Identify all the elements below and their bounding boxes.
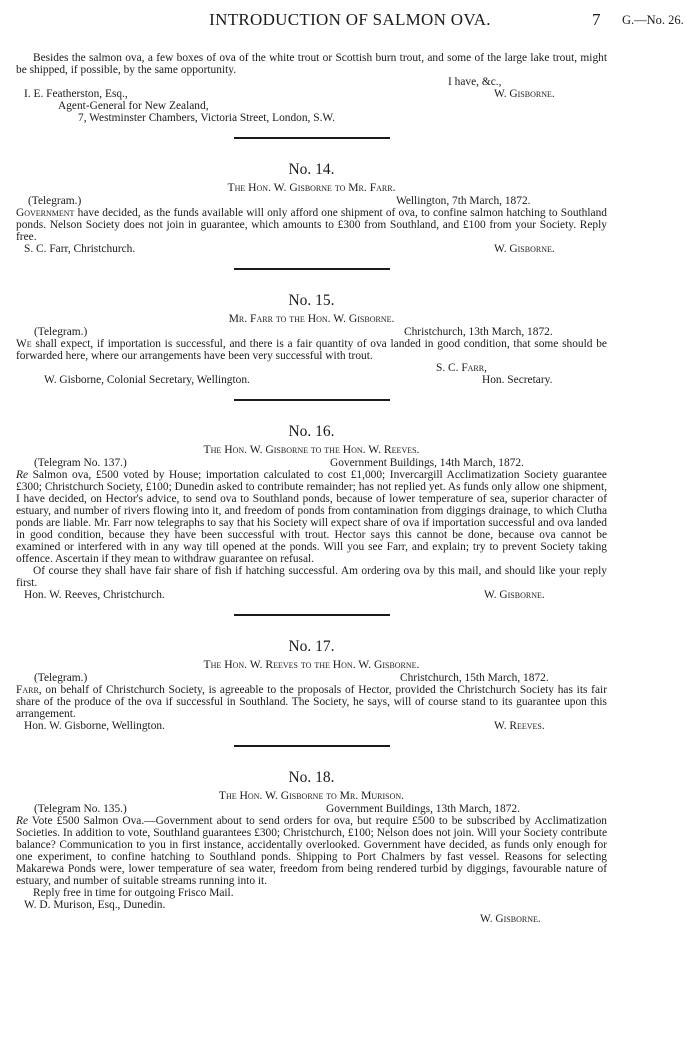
- intro-signature: W. Gisborne.: [494, 88, 555, 100]
- telegram-body: Government have decided, as the funds available will only afford one shipment of ova, to confine salmon hatching to Southland ponds. Nelson Society does not join in guarantee, which amounts to £300 from Southland, and £100 from your Society. Reply free.: [16, 207, 607, 243]
- section-subtitle: The Hon. W. Gisborne to Mr. Murison.: [218, 789, 405, 802]
- intro-paragraph: Besides the salmon ova, a few boxes of ova of the white trout or Scottish burn trout, and some of the large lake trout, might be shipped, if possible, by the same opportunity.: [16, 52, 607, 76]
- section-divider: [234, 399, 390, 401]
- signature: W. Reeves.: [494, 720, 545, 732]
- addressee: Hon. W. Gisborne, Wellington.: [24, 720, 165, 732]
- place-date: Government Buildings, 13th March, 1872.: [326, 803, 520, 815]
- telegram-body: Farr, on behalf of Christchurch Society, is agreeable to the proposals of Hector, provided the Christchurch Society has its fair share of the produce of the ova if successful in Southland. The Society, he says, will of course stand to its guarantee upon this arrangement.: [16, 684, 607, 720]
- telegram-body: Re Salmon ova, £500 voted by House; importation calculated to cost £1,000; Invercargill Acclimatization Society guarantee £300; Christchurch Society, £100; Dunedin asked to contribute remainder; has not replied yet. As funds only allow one shipment, I have decided, on Hector's advice, to send ova to Southland ponds, because of lower temperature of sea, superior character of estuary, and number of rivers flowing into it, and freedom of ponds from contamination from diggings drainage, to which Clutha ponds are liable. Mr. Farr now telegraphs to say that his Society will expect share of ova if importation successful and ova landed in good condition, because they have been successful with trout. Hector says this cannot be done, because ova cannot be examined or interfered with in any way till opened at the ponds. Will you see Farr, and explain; try to prevent Society taking offence. Ascertain if they mean to withdraw guarantee on refusal.: [16, 469, 607, 565]
- telegram-body-continued: Of course they shall have fair share of fish if hatching successful. Am ordering ova by this mail, and should like your reply first.: [16, 565, 607, 589]
- paper-reference: G.—No. 26.: [622, 13, 684, 27]
- section-divider: [234, 137, 390, 139]
- intro-addressee-line-3: 7, Westminster Chambers, Victoria Street, London, S.W.: [78, 112, 335, 124]
- page-header: [0, 8, 700, 36]
- section-number: No. 18.: [288, 769, 335, 786]
- signature: W. Gisborne.: [494, 243, 555, 255]
- section-subtitle: The Hon. W. Reeves to the Hon. W. Gisborne.: [203, 658, 420, 671]
- telegram-type: (Telegram No. 137.): [34, 457, 127, 469]
- telegram-no-18: [16, 769, 607, 925]
- place-date: Christchurch, 15th March, 1872.: [400, 672, 549, 684]
- section-divider: [234, 268, 390, 270]
- telegram-body: We shall expect, if importation is successful, and there is a fair quantity of ova landed in good condition, that some should be forwarded here, where our arrangements have been very successful with trout.: [16, 338, 607, 362]
- addressee: W. D. Murison, Esq., Dunedin.: [24, 899, 166, 911]
- lead-word: We: [16, 338, 32, 350]
- telegram-no-16: [16, 423, 607, 601]
- section-number: No. 16.: [288, 423, 335, 440]
- lead-word: Farr,: [16, 684, 42, 696]
- telegram-type: (Telegram.): [34, 326, 88, 338]
- place-date: Government Buildings, 14th March, 1872.: [330, 457, 524, 469]
- section-subtitle: The Hon. W. Gisborne to the Hon. W. Reeves.: [203, 443, 420, 456]
- telegram-type: (Telegram.): [28, 195, 82, 207]
- intro-letter-end: [16, 52, 607, 124]
- telegram-type: (Telegram.): [34, 672, 88, 684]
- telegram-type: (Telegram No. 135.): [34, 803, 127, 815]
- intro-addressee-line-2: Agent-General for New Zealand,: [58, 100, 209, 112]
- addressee: W. Gisborne, Colonial Secretary, Wellington.: [44, 374, 250, 386]
- telegram-body-continued: Reply free in time for outgoing Frisco Mail.: [33, 887, 234, 899]
- intro-addressee-line-1: I. E. Featherston, Esq.,: [24, 88, 128, 100]
- signature: S. C. Farr,: [436, 362, 487, 374]
- section-divider: [234, 745, 390, 747]
- telegram-no-17: [16, 638, 607, 732]
- signature-title: Hon. Secretary.: [482, 374, 553, 386]
- telegram-no-15: [16, 292, 607, 386]
- signature: W. Gisborne.: [480, 913, 541, 925]
- section-divider: [234, 614, 390, 616]
- intro-closing: I have, &c.,: [448, 76, 502, 88]
- telegram-body: Re Vote £500 Salmon Ova.—Government about to send orders for ova, but require £500 to be subscribed by Acclimatization Societies. In addition to vote, Southland guarantees £300; Christchurch, £100; Nelson does not join. Will your Society contribute balance? Communication to you in first instance, accidentally overlooked. Government have decided, as funds only enough for one experiment, to confine hatching to Southland ponds. Shipping to Port Chalmers by fast vessel. Reasons for selecting Makarewa Ponds were, lower temperature of sea water, freedom from being rendered turbid by diggings, favourable nature of estuary, and number of suitable streams running into it.: [16, 815, 607, 887]
- addressee: S. C. Farr, Christchurch.: [24, 243, 136, 255]
- lead-word: Government: [16, 207, 75, 219]
- section-number: No. 14.: [288, 161, 335, 178]
- section-number: No. 15.: [288, 292, 335, 309]
- place-date: Christchurch, 13th March, 1872.: [404, 326, 553, 338]
- main-text: [16, 52, 607, 925]
- section-number: No. 17.: [288, 638, 335, 655]
- telegram-no-14: [16, 161, 607, 255]
- addressee: Hon. W. Reeves, Christchurch.: [24, 589, 165, 601]
- place-date: Wellington, 7th March, 1872.: [396, 195, 531, 207]
- running-title: INTRODUCTION OF SALMON OVA.: [209, 10, 491, 29]
- lead-word: Re: [16, 815, 29, 827]
- lead-word: Re: [16, 469, 29, 481]
- page-number: 7: [592, 10, 601, 29]
- section-subtitle: Mr. Farr to the Hon. W. Gisborne.: [228, 312, 395, 325]
- section-subtitle: The Hon. W. Gisborne to Mr. Farr.: [227, 181, 396, 194]
- signature: W. Gisborne.: [484, 589, 545, 601]
